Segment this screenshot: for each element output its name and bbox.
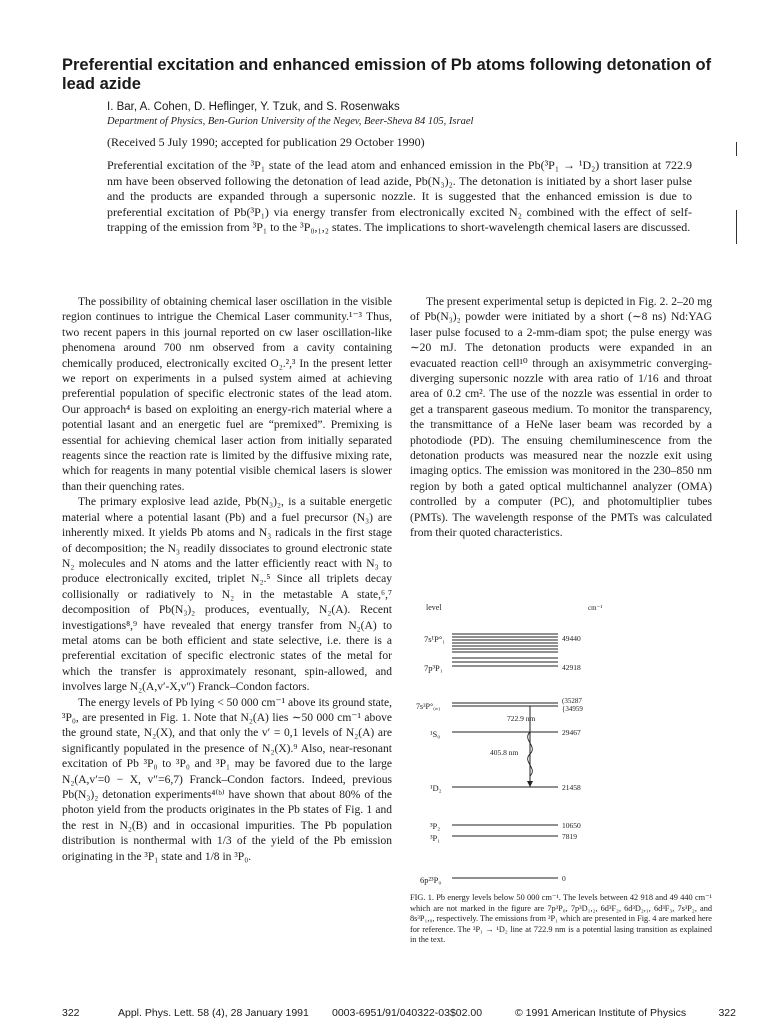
level-label: 6p²³P₀ bbox=[420, 875, 442, 885]
level-value: 49440 bbox=[562, 634, 581, 643]
article-code: 0003-6951/91/040322-03$02.00 bbox=[332, 1007, 483, 1019]
figure-unit-header: cm⁻¹ bbox=[588, 604, 603, 612]
figure-caption: FIG. 1. Pb energy levels below 50 000 cm⁻¹. The levels between 42 918 and 49 440 cm⁻¹ which are not marked in the figure are 7p³P₀, 7p³D₁,₂, 6d³F₂, 6d³D₂,₁, 6d³F₃, 7s³P₂, and 8s³P₁,₀, respectively. The emissions from ³P₁ which are presented in Fig. 4 are marked here for reference. The ³P₁ → ¹D₂ line at 722.9 nm is a potential lasing transition as explained in the text. bbox=[410, 893, 712, 945]
affiliation: Department of Physics, Ben-Gurion University of the Negev, Beer-Sheva 84 105, Israel bbox=[107, 116, 474, 127]
body-column-right bbox=[410, 295, 712, 542]
body-paragraph: The energy levels of Pb lying < 50 000 cm⁻¹ above its ground state, ³P₀, are presented in Fig. 1. Note that N₂(A) lies ∼50 000 cm⁻¹ above the ground state, N₂(X), and that only the v′ = 0,1 levels of N₂(A) are significantly populated in the presence of N₂(X).⁹ Also, near-resonant excitation of Pb ³P₀ to ³P₀ and ³P₁ may be favored due to the large N₂(A,v′=0 − X, v″=6,7) Franck–Condon factors. Indeed, previous Pb(N₃)₂ detonation experiments⁴⁽ᵇ⁾ have shown that about 80% of the photon yield from the products originates in the Pb states of Fig. 1 and the rest in N₂(B) and in occasional impurities. The Pb population distribution is nonthermal with 1/3 of the yield of the Pb emission originating in the ³P₁ state and 1/8 in ³P₀. bbox=[62, 696, 392, 863]
copyright-notice: © 1991 American Institute of Physics bbox=[515, 1007, 687, 1019]
author-list: I. Bar, A. Cohen, D. Heflinger, Y. Tzuk, and S. Rosenwaks bbox=[107, 101, 400, 113]
margin-mark bbox=[736, 210, 737, 244]
journal-citation: Appl. Phys. Lett. 58 (4), 28 January 1991 bbox=[118, 1007, 309, 1019]
body-column-left bbox=[62, 295, 392, 865]
margin-mark bbox=[736, 142, 737, 156]
figure-energy-levels bbox=[410, 598, 712, 890]
body-paragraph: The primary explosive lead azide, Pb(N₃)₂, is a suitable energetic material where a potential lasant (Pb) and a fuel precursor (N₃) are inherently mixed. It yields Pb atoms and N₃ radicals in the first stage of decomposition; the N₃ readily dissociates to ground electronic state N₂ molecules and N atoms and the latter efficiently react with N₃ to produce electronically excited, triplet N₂.⁵ Since all triplets decay collisionally or radiatively to N₂ in the metastable A state,⁶,⁷ decomposition of Pb(N₃)₂ produces, eventually, N₂(A). Recent investigations⁸,⁹ have revealed that energy transfer from N₂(A) to metal atoms can be both efficient and state selective, i.e. there is a preferential excitation of specific electronic states of the metal for which the transfer is approximately resonant, spin-allowed, and involves large N₂(A,v′-X,v″) Franck–Condon factors. bbox=[62, 496, 392, 694]
transition-label-4058: 405.8 nm bbox=[490, 748, 519, 757]
level-label: ¹S₀ bbox=[430, 729, 441, 739]
level-value: 10650 bbox=[562, 821, 581, 830]
level-label: ³P₂ bbox=[430, 821, 441, 831]
received-dates: (Received 5 July 1990; accepted for publication 29 October 1990) bbox=[107, 135, 425, 149]
level-value: (35287 bbox=[562, 697, 582, 705]
level-value: 21458 bbox=[562, 783, 581, 792]
level-value: 7819 bbox=[562, 832, 577, 841]
page-number-left: 322 bbox=[62, 1007, 80, 1019]
figure-level-header: level bbox=[426, 603, 442, 612]
abstract: Preferential excitation of the ³P₁ state of the lead atom and enhanced emission in the Pb(³P₁ → ¹D₂) transition at 722.9 nm have been observed following the detonation of lead azide, Pb(N₃)₂. The detonation is initiated by a short laser pulse and the products are expanded through a supersonic nozzle. It is suggested that the enhanced emission is due to preferential excitation of Pb(³P₁) via energy transfer from electronically excited N₂ combined with the effect of self-trapping of the emission from ³P₁ to the ³P₀,₁,₂ states. The implications to short-wavelength chemical lasers are discussed. bbox=[107, 158, 692, 235]
level-value: {34959 bbox=[562, 705, 583, 713]
level-label: ³P₁ bbox=[430, 833, 441, 843]
level-label: 7s³P°₀,₁ bbox=[416, 702, 441, 711]
level-label: 7p³P₁ bbox=[424, 663, 443, 673]
level-label: ¹D₂ bbox=[430, 783, 442, 793]
level-value: 0 bbox=[562, 874, 566, 883]
page-number-right: 322 bbox=[718, 1007, 736, 1019]
body-paragraph: The possibility of obtaining chemical laser oscillation in the visible region continues to intrigue the Chemical Laser community.¹⁻³ Thus, two recent papers in this journal reported on cw laser oscillation-like phenomena around 700 nm observed from a cavity containing chemically produced, electronically excited O₂.²,³ In the present letter we report on experiments in a pulsed system aimed at achieving preferential population of specific electronic states of the lead atom. Our approach⁴ is based on exploiting an energy-rich material where a potential lasant and an energetic fuel are “premixed”. Premixing is essential for achieving chemical laser action from initially separated reagents since the reaction rate is limited by the diffusive mixing rate, which for reagents in many potential visible chemical lasers is slower than their quenching rates. bbox=[62, 296, 392, 493]
transition-label-7229: 722.9 nm bbox=[507, 714, 536, 723]
page-footer bbox=[62, 1007, 736, 1021]
level-value: 29467 bbox=[562, 728, 581, 737]
arrowhead-icon bbox=[527, 781, 533, 787]
level-label: 7s¹P°₁ bbox=[424, 634, 446, 644]
level-band-upper bbox=[452, 634, 558, 666]
paper-title: Preferential excitation and enhanced emission of Pb atoms following detonation of lead azide bbox=[62, 56, 712, 93]
level-value: 42918 bbox=[562, 663, 581, 672]
body-paragraph: The present experimental setup is depicted in Fig. 2. 2–20 mg of Pb(N₃)₂ powder were initiated by a short (∼8 ns) Nd:YAG laser pulse focused to a 2-mm-diam spot; the pulse energy was ∼20 mJ. The detonation products were expanded in an evacuated reaction cell¹⁰ through an axisymmetric converging-diverging supersonic nozzle with area ratio of 1/16 and throat area of 0.2 cm². The use of the nozzle was essential in order to get a transparent gaseous medium. To monitor the transparency, the transmittance of a HeNe laser beam was recorded by a photodiode (PD). The ensuing chemiluminescence from the detonation products was measured near the nozzle exit using imaging optics. The emission was monitored in the 230–850 nm region by both a gated optical multichannel analyzer (OMA) controlled by a computer (PC), and photomultiplier tubes (PMTs). The wavelength response of the PMTs was calculated from their quoted characteristics. bbox=[410, 296, 712, 540]
